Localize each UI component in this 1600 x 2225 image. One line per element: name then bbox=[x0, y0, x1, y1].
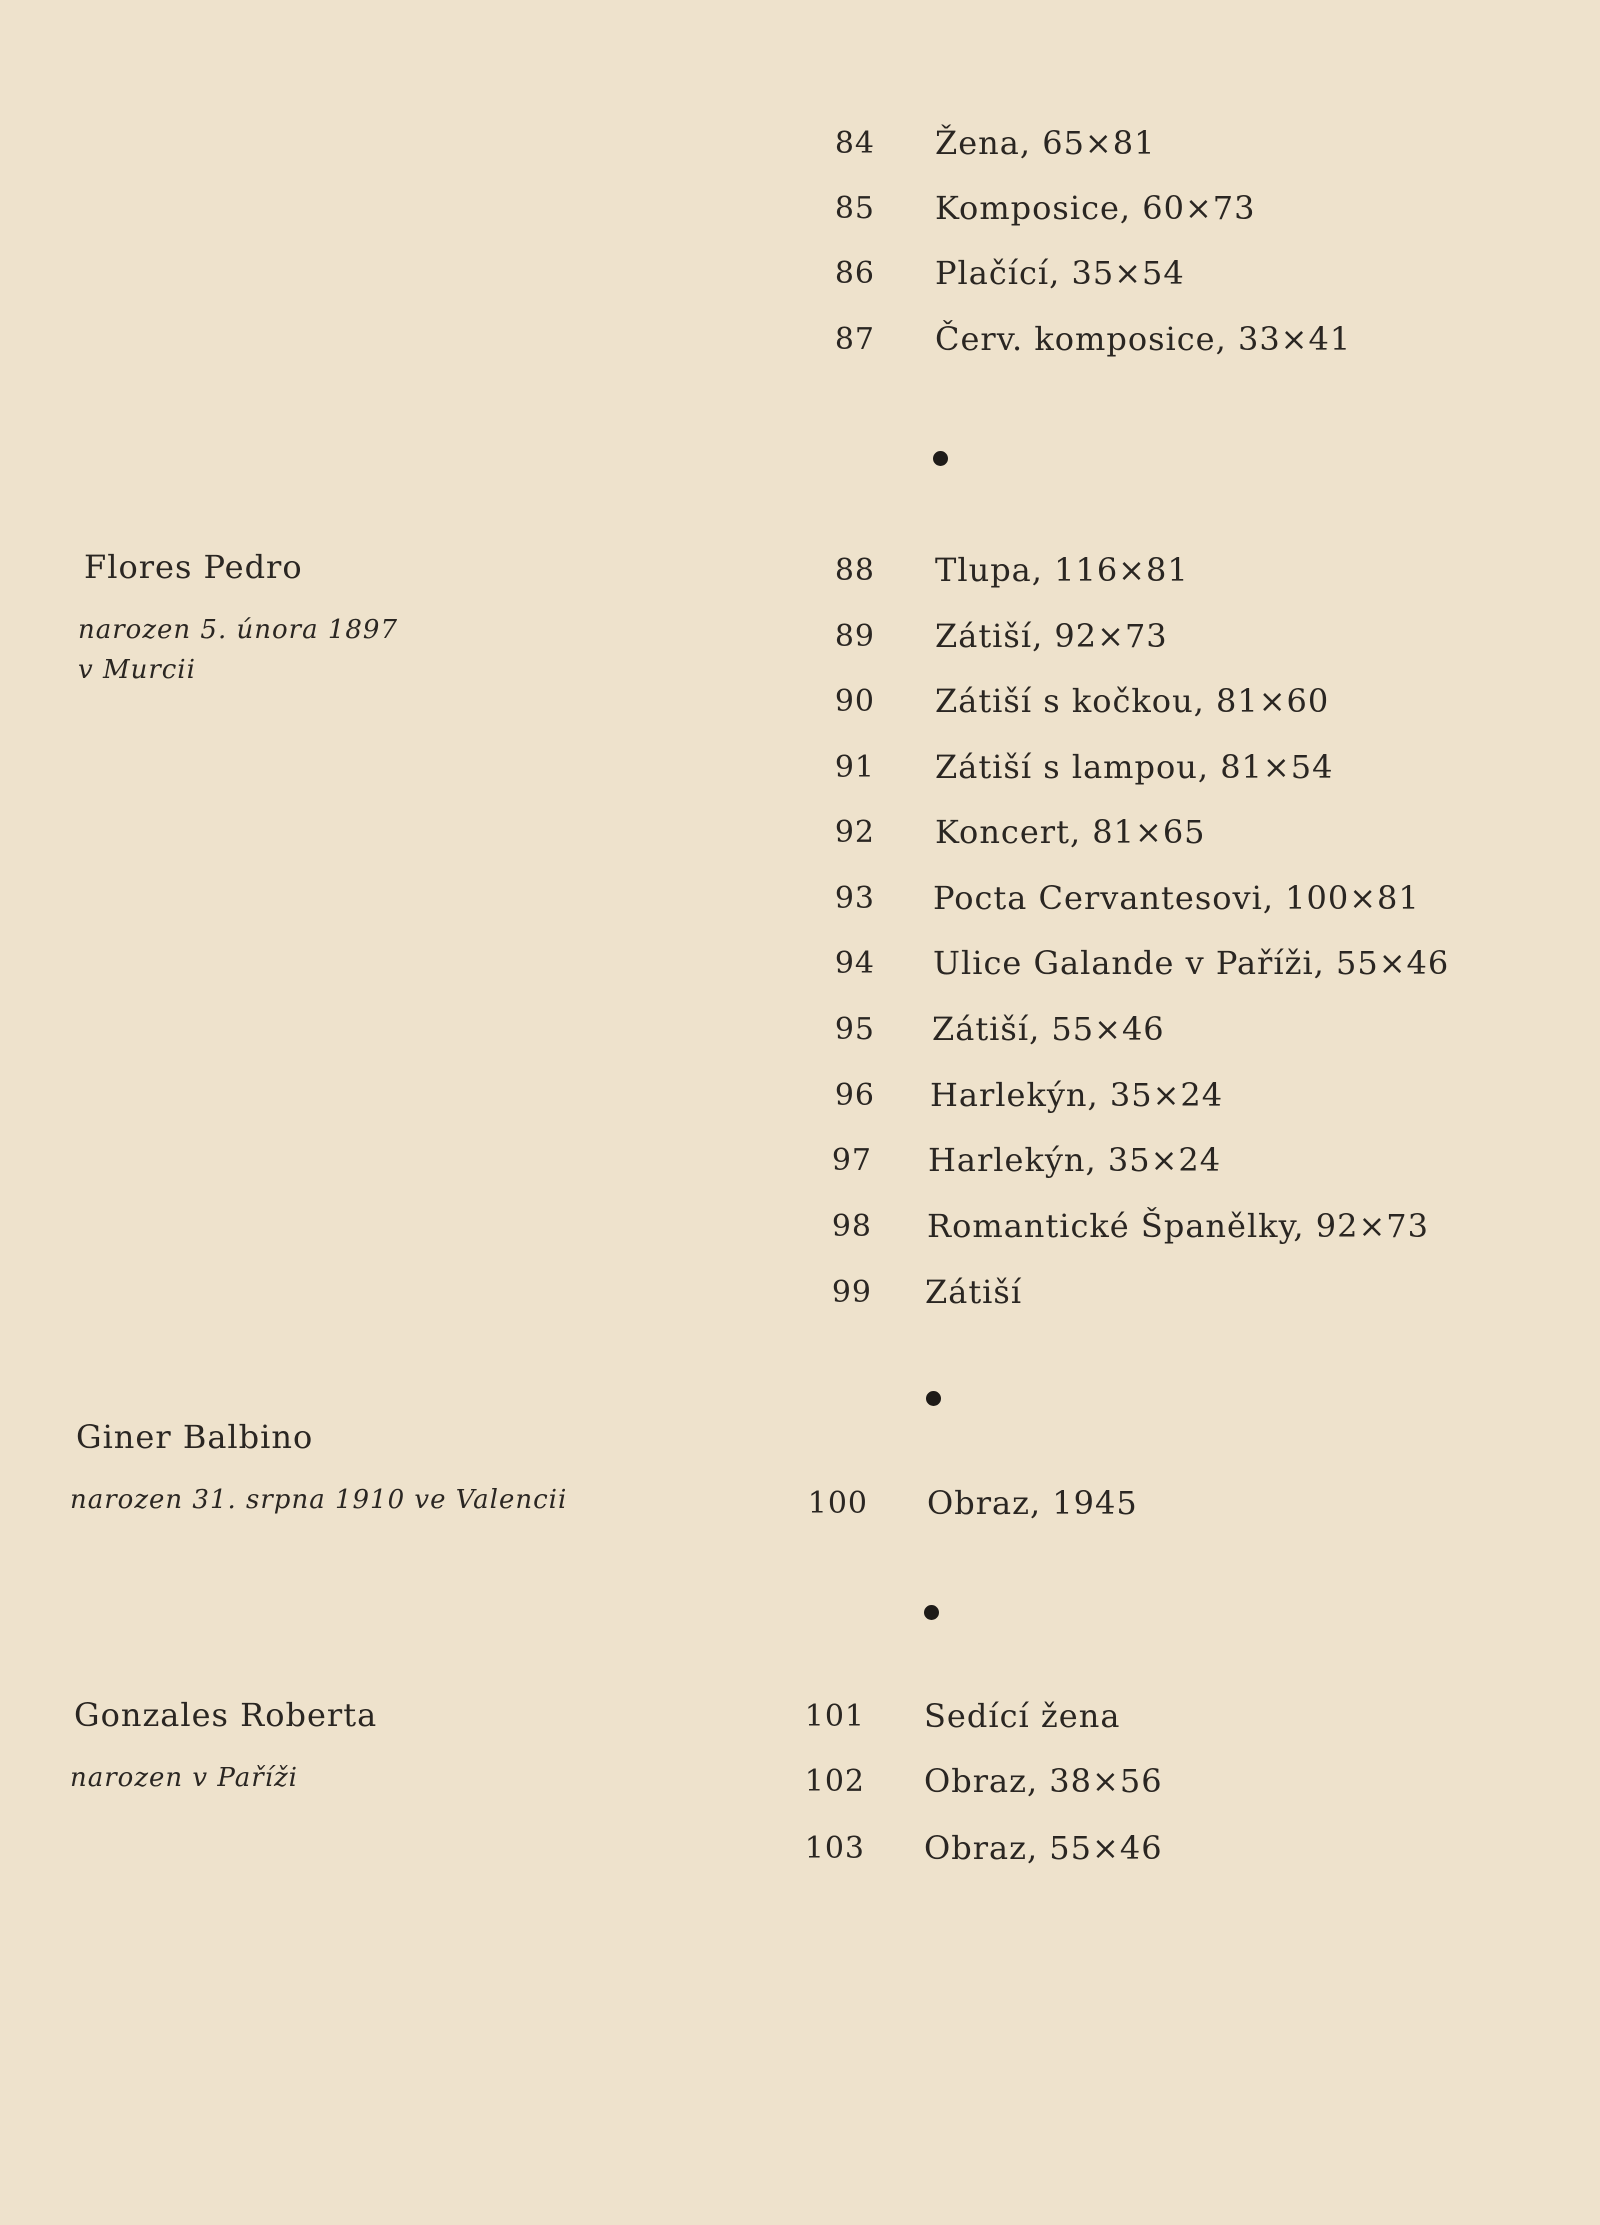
section-divider-dot bbox=[926, 1391, 941, 1406]
entry-number: 84 bbox=[834, 126, 875, 161]
entry-number: 86 bbox=[834, 256, 875, 291]
entry-title: Harlekýn, 35×24 bbox=[928, 1141, 1222, 1179]
artist-birth-note: narozen v Paříži bbox=[70, 1763, 298, 1793]
entry-number: 101 bbox=[804, 1699, 865, 1734]
entry-title: Tlupa, 116×81 bbox=[935, 551, 1189, 589]
entry-title: Komposice, 60×73 bbox=[935, 189, 1256, 227]
entry-title: Zátiší bbox=[925, 1273, 1023, 1311]
entry-number: 99 bbox=[831, 1275, 872, 1310]
entry-number: 91 bbox=[834, 750, 875, 785]
entry-title: Romantické Španělky, 92×73 bbox=[927, 1207, 1429, 1245]
entry-number: 96 bbox=[834, 1078, 875, 1113]
entry-title: Zátiší, 92×73 bbox=[935, 617, 1168, 655]
entry-number: 88 bbox=[834, 553, 875, 588]
entry-number: 102 bbox=[804, 1764, 865, 1799]
entry-title: Ulice Galande v Paříži, 55×46 bbox=[933, 944, 1450, 982]
entry-title: Harlekýn, 35×24 bbox=[930, 1076, 1224, 1114]
entry-number: 98 bbox=[831, 1209, 872, 1244]
entry-title: Červ. komposice, 33×41 bbox=[935, 320, 1352, 358]
entry-number: 87 bbox=[834, 322, 875, 357]
entry-number: 93 bbox=[834, 881, 875, 916]
entry-title: Plačící, 35×54 bbox=[935, 254, 1185, 292]
entry-title: Obraz, 55×46 bbox=[924, 1829, 1163, 1867]
artist-name: Flores Pedro bbox=[84, 548, 303, 586]
artist-name: Gonzales Roberta bbox=[74, 1696, 378, 1734]
entry-number: 89 bbox=[834, 619, 875, 654]
entry-number: 103 bbox=[804, 1831, 865, 1866]
entry-title: Zátiší s lampou, 81×54 bbox=[935, 748, 1334, 786]
entry-number: 97 bbox=[831, 1143, 872, 1178]
entry-number: 90 bbox=[834, 684, 875, 719]
artist-birth-note: v Murcii bbox=[78, 655, 196, 685]
artist-birth-note: narozen 5. února 1897 bbox=[78, 615, 398, 645]
entry-title: Zátiší, 55×46 bbox=[932, 1010, 1165, 1048]
entry-title: Obraz, 1945 bbox=[927, 1484, 1138, 1522]
entry-title: Sedící žena bbox=[924, 1697, 1121, 1735]
entry-title: Obraz, 38×56 bbox=[924, 1762, 1163, 1800]
entry-number: 100 bbox=[807, 1486, 868, 1521]
artist-birth-note: narozen 31. srpna 1910 ve Valencii bbox=[70, 1485, 568, 1515]
entry-number: 85 bbox=[834, 191, 875, 226]
entry-title: Žena, 65×81 bbox=[935, 124, 1156, 162]
entry-number: 92 bbox=[834, 815, 875, 850]
section-divider-dot bbox=[924, 1605, 939, 1620]
artist-name: Giner Balbino bbox=[76, 1418, 314, 1456]
entry-title: Zátiší s kočkou, 81×60 bbox=[935, 682, 1330, 720]
entry-number: 95 bbox=[834, 1012, 875, 1047]
section-divider-dot bbox=[933, 451, 948, 466]
entry-title: Koncert, 81×65 bbox=[935, 813, 1206, 851]
entry-number: 94 bbox=[834, 946, 875, 981]
entry-title: Pocta Cervantesovi, 100×81 bbox=[933, 879, 1420, 917]
